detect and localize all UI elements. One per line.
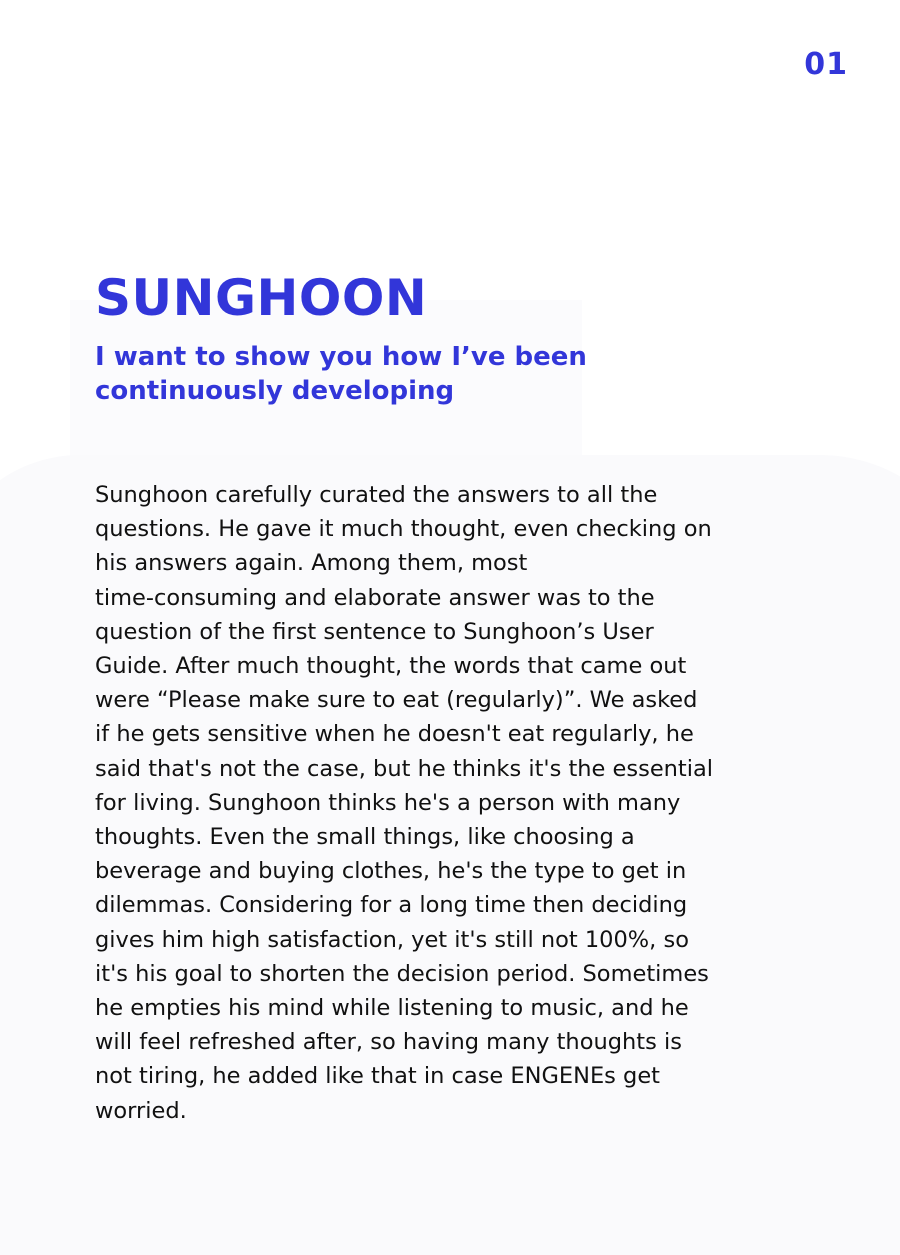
body-line: for living. Sunghoon thinks he's a person with many bbox=[95, 789, 681, 816]
body-line: thoughts. Even the small things, like choosing a bbox=[95, 824, 635, 851]
body-line: gives him high satisfaction, yet it's still not 100%, so bbox=[95, 926, 689, 953]
subtitle-line: continuously developing bbox=[95, 376, 455, 406]
article-title: SUNGHOON bbox=[95, 269, 428, 327]
body-line: Guide. After much thought, the words that came out bbox=[95, 653, 687, 680]
body-line: worried. bbox=[95, 1097, 187, 1124]
body-line: said that's not the case, but he thinks it's the essential bbox=[95, 755, 714, 782]
body-line: he empties his mind while listening to music, and he bbox=[95, 995, 689, 1022]
body-line: his answers again. Among them, most bbox=[95, 550, 528, 577]
body-line: it's his goal to shorten the decision period. Sometimes bbox=[95, 960, 709, 987]
body-line: will feel refreshed after, so having many thoughts is bbox=[95, 1029, 682, 1056]
body-line: Sunghoon carefully curated the answers to all the bbox=[95, 482, 658, 508]
article bbox=[95, 270, 825, 1128]
body-line: time-consuming and elaborate answer was to the bbox=[95, 584, 655, 611]
body-line: questions. He gave it much thought, even checking on bbox=[95, 516, 712, 543]
body-line: question of the first sentence to Sunghoon’s User bbox=[95, 618, 654, 645]
body-line: beverage and buying clothes, he's the type to get in bbox=[95, 858, 687, 885]
article-body bbox=[95, 478, 825, 1128]
body-line: were “Please make sure to eat (regularly)”. We asked bbox=[95, 687, 698, 714]
page-number: 01 bbox=[804, 47, 848, 82]
body-line: not tiring, he added like that in case ENGENEs get bbox=[95, 1063, 660, 1090]
body-line: dilemmas. Considering for a long time then deciding bbox=[95, 892, 688, 919]
body-line: if he gets sensitive when he doesn't eat regularly, he bbox=[95, 721, 694, 748]
subtitle-line: I want to show you how I’ve been bbox=[95, 342, 587, 372]
article-subtitle bbox=[95, 340, 825, 408]
